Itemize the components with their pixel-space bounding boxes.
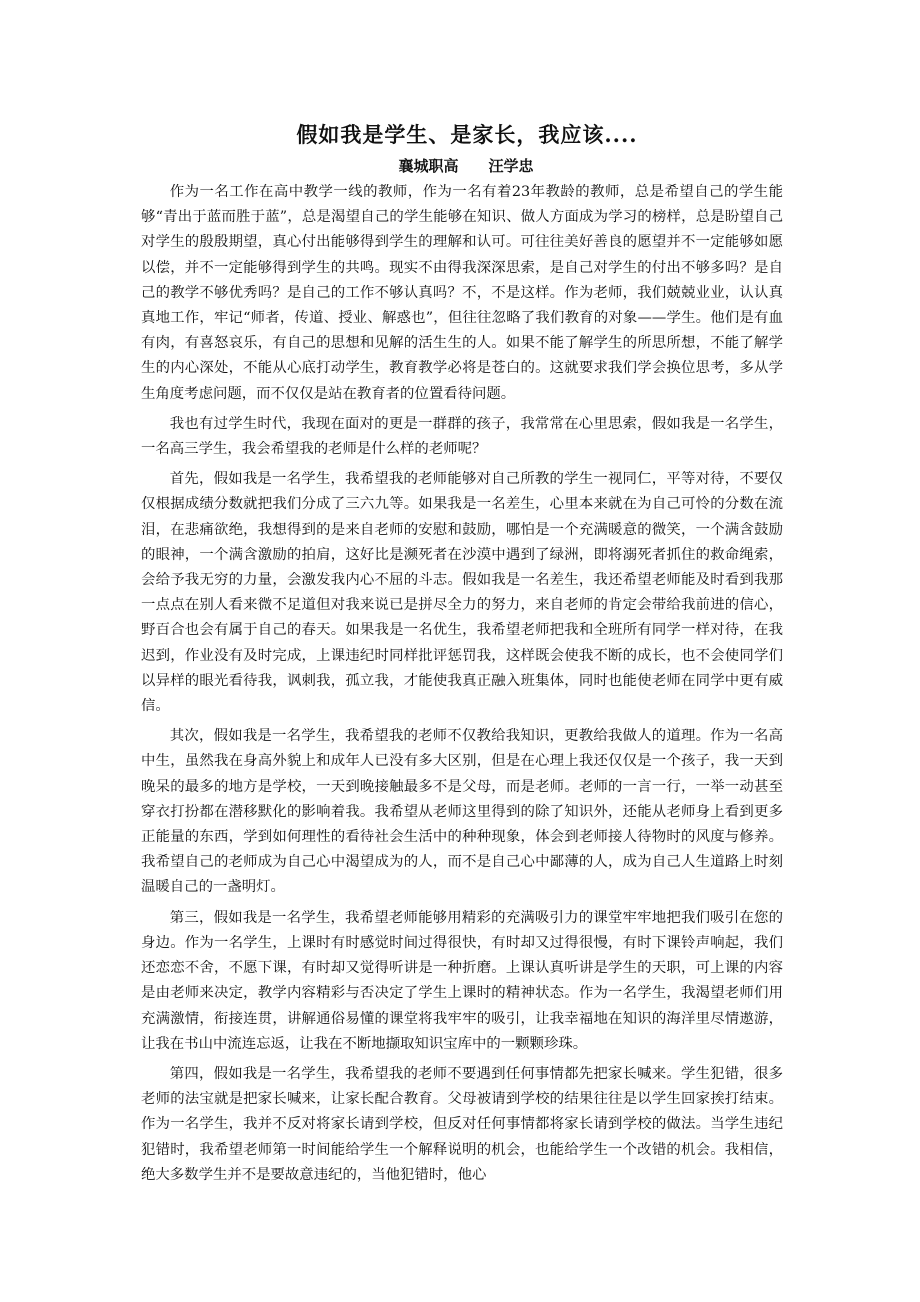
- paragraph: 其次，假如我是一名学生，我希望我的老师不仅教给我知识，更教给我做人的道理。作为一名高中生，虽然我在身高外貌上和成年人已没有多大区别，但是在心理上我还仅仅是一个孩子，我一天到晚呆的最多的地方是学校，一天到晚接触最多不是父母，而是老师。老师的一言一行，一举一动甚至穿衣打扮都在潜移默化的影响着我。我希望从老师这里得到的除了知识外，还能从老师身上看到更多正能量的东西，学到如何理性的看待社会生活中的种种现象，体会到老师接人待物时的风度与修养。我希望自己的老师成为自己心中渴望成为的人，而不是自己心中鄙薄的人，成为自己人生道路上时刻温暖自己的一盏明灯。: [141, 728, 783, 896]
- byline: [149, 152, 783, 180]
- document-body: [141, 180, 783, 1188]
- byline-author: 汪学忠: [488, 157, 534, 175]
- paragraph: 第三，假如我是一名学生，我希望老师能够用精彩的充满吸引力的课堂牢牢地把我们吸引在您的身边。作为一名学生，上课时有时感觉时间过得很快，有时却又过得很慢，有时下课铃声响起，我们还恋恋不舍，不愿下课，有时却又觉得听讲是一种折磨。上课认真听讲是学生的天职，可上课的内容是由老师来决定，教学内容精彩与否决定了学生上课时的精神状态。作为一名学生，我渴望老师们用充满激情，衔接连贯，讲解通俗易懂的课堂将我牢牢的吸引，让我幸福地在知识的海洋里尽情遨游，让我在书山中流连忘返，让我在不断地撷取知识宝库中的一颗颗珍珠。: [141, 909, 783, 1052]
- paragraph: 作为一名工作在高中教学一线的教师，作为一名有着23年教龄的教师，总是希望自己的学生能够“青出于蓝而胜于蓝”，总是渴望自己的学生能够在知识、做人方面成为学习的榜样，总是盼望自己对学生的殷殷期望，真心付出能够得到学生的理解和认可。可往往美好善良的愿望并不一定能够如愿以偿，并不一定能够得到学生的共鸣。现实不由得我深深思索，是自己对学生的付出不够多吗？是自己的教学不够优秀吗？是自己的工作不够认真吗？不，不是这样。作为老师，我们兢兢业业，认认真真地工作，牢记“师者，传道、授业、解惑也”，但往往忽略了我们教育的对象——学生。他们是有血有肉，有喜怒哀乐，有自己的思想和见解的活生生的人。如果不能了解学生的所思所想，不能了解学生的内心深处，不能从心底打动学生，教育教学必将是苍白的。这就要求我们学会换位思考，多从学生角度考虑问题，而不仅仅是站在教育者的位置看待问题。: [141, 184, 783, 402]
- byline-school: 襄城职高: [398, 157, 459, 175]
- document-page: [141, 118, 783, 1193]
- paragraph: 首先，假如我是一名学生，我希望我的老师能够对自己所教的学生一视同仁，平等对待，不要仅仅根据成绩分数就把我们分成了三六九等。如果我是一名差生，心里本来就在为自己可怜的分数在流泪，在悲痛欲绝，我想得到的是来自老师的安慰和鼓励，哪怕是一个充满暖意的微笑，一个满含鼓励的眼神，一个满含激励的拍肩，这好比是濒死者在沙漠中遇到了绿洲，即将溺死者抓住的救命绳索，会给予我无穷的力量，会激发我内心不屈的斗志。假如我是一名差生，我还希望老师能及时看到我那一点点在别人看来微不足道但对我来说已是拼尽全力的努力，来自老师的肯定会带给我前进的信心，野百合也会有属于自己的春天。如果我是一名优生，我希望老师把我和全班所有同学一样对待，在我迟到，作业没有及时完成，上课违纪时同样批评惩罚我，这样既会使我不断的成长，也不会使同学们以异样的眼光看待我，讽刺我，孤立我，才能使我真正融入班集体，同时也能使老师在同学中更有威信。: [141, 471, 783, 715]
- paragraph: 第四，假如我是一名学生，我希望我的老师不要遇到任何事情都先把家长喊来。学生犯错，很多老师的法宝就是把家长喊来，让家长配合教育。父母被请到学校的结果往往是以学生回家挨打结束。作为一名学生，我并不反对将家长请到学校，但反对任何事情都将家长请到学校的做法。当学生违纪犯错时，我希望老师第一时间能给学生一个解释说明的机会，也能给学生一个改错的机会。我相信，绝大多数学生并不是要故意违纪的，当他犯错时，他心: [141, 1065, 783, 1183]
- document-title: 假如我是学生、是家长，我应该....: [296, 122, 638, 147]
- paragraph: 我也有过学生时代，我现在面对的更是一群群的孩子，我常常在心里思索，假如我是一名学生，一名高三学生，我会希望我的老师是什么样的老师呢？: [141, 415, 783, 458]
